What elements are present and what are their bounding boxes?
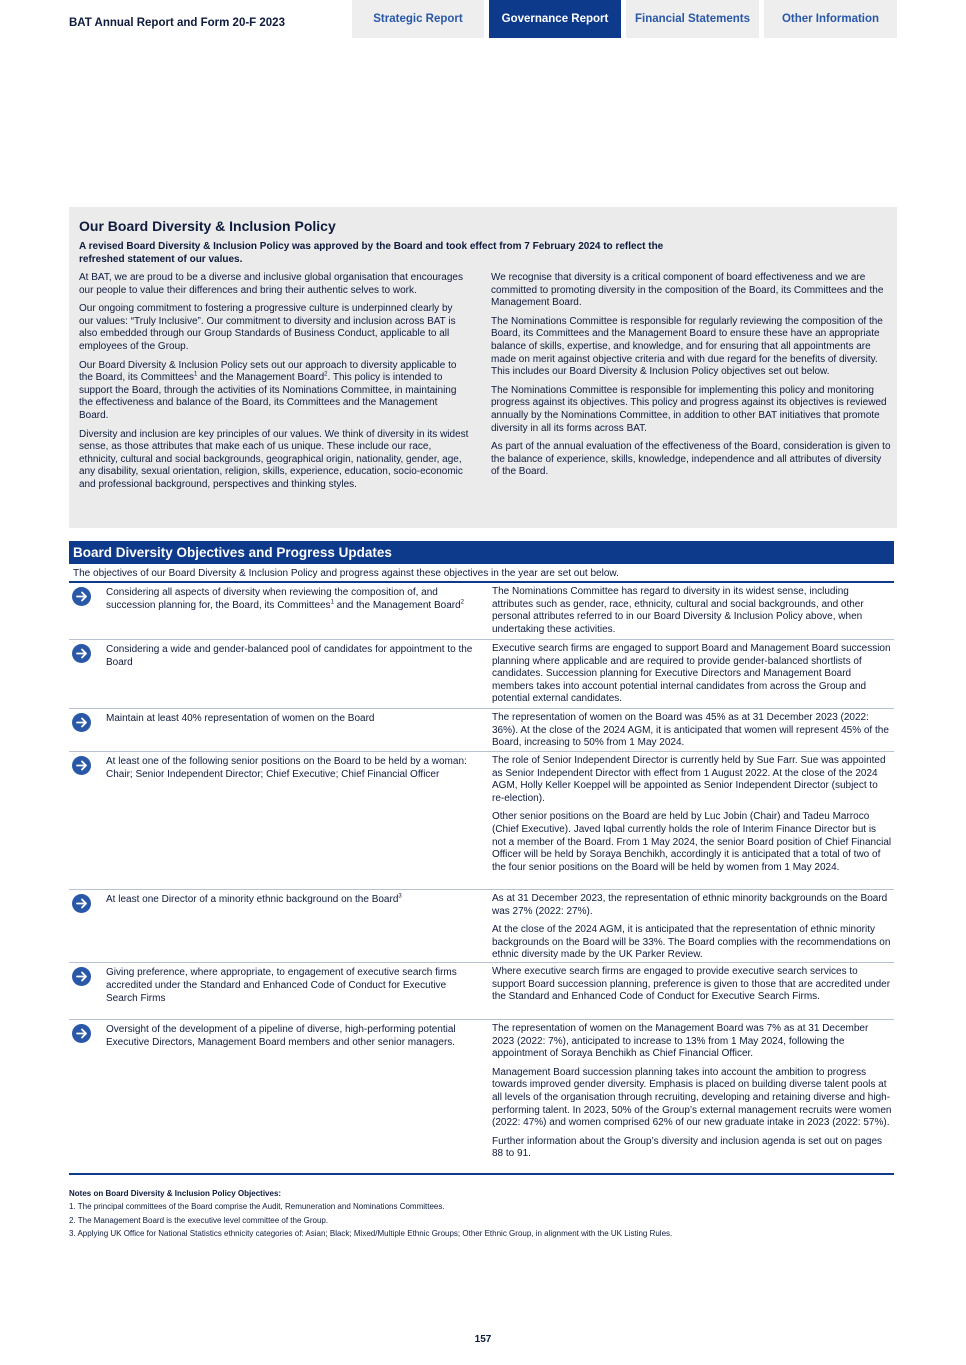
policy-paragraph: As part of the annual evaluation of the effectiveness of the Board, consideration is given to the balance of experience, skills, knowledge, independence and all attributes of diversity of the Board.: [491, 441, 891, 478]
policy-paragraph: Diversity and inclusion are key principles of our values. We think of diversity in its widest sense, as those attributes that make each of us unique. These include our race, ethnicity, cultural and social backgrounds, geographical origin, nationality, gender, age, any disability, sexual orientation, religion, skills, experience, education, socio-economic and professional background, perspectives and thinking styles.: [79, 428, 469, 490]
arrow-right-icon: [72, 756, 91, 775]
divider: [69, 889, 894, 890]
objective-text: Considering all aspects of diversity when reviewing the composition of, and succession planning for, the Board, its Committees$^1$ and the Management Board$^2$: [106, 587, 465, 611]
diversity-policy-panel: [69, 207, 897, 528]
page-number: 157: [474, 1334, 492, 1345]
tab-financial-statements[interactable]: Financial Statements: [626, 0, 759, 38]
arrow-right-icon: [72, 894, 91, 913]
objective-text: Considering a wide and gender-balanced pool of candidates for appointment to the Board: [106, 644, 473, 668]
report-title: BAT Annual Report and Form 20-F 2023: [69, 17, 285, 29]
objective-text: Oversight of the development of a pipeline of diverse, high-performing potential Executive Directors, Management Board members and other senior managers.: [106, 1024, 456, 1048]
policy-paragraph: Our ongoing commitment to fostering a progressive culture is underpinned clearly by our values: “Truly Inclusive”. Our commitment to diversity and inclusion across BAT is also embedded through our Group Standards of Business Conduct, applicable to all employees of the Group.: [79, 303, 456, 352]
footnote: 1. The principal committees of the Board comprise the Audit, Remuneration and Nominations Committees.: [69, 1202, 445, 1212]
policy-subtitle: A revised Board Diversity & Inclusion Policy was approved by the Board and took effect from 7 February 2024 to reflect the refreshed statement of our values.: [79, 241, 664, 265]
objective-text: Maintain at least 40% representation of women on the Board: [106, 713, 375, 724]
progress-update: [492, 586, 892, 642]
progress-update: [492, 966, 892, 1010]
footnote-ref: 2: [324, 371, 328, 378]
progress-paragraph: As at 31 December 2023, the representation of ethnic minority backgrounds on the Board was 27% (2022: 27%).: [492, 893, 888, 917]
objectives-title: Board Diversity Objectives and Progress Updates: [69, 541, 894, 564]
arrow-right-icon: [72, 967, 91, 986]
progress-paragraph: The role of Senior Independent Director is currently held by Sue Farr. Sue was appointed as Senior Independent Director with effect from 1 August 2022. At the close of the 2024 AGM, Holly Keller Koeppel will be appointed as Senior Independent Director (subject to re-election).: [492, 755, 886, 804]
footnote: 3. Applying UK Office for National Statistics ethnicity categories of: Asian; Black; Mixed/Multiple Ethnic Groups; Other Ethnic Group, in alignment with the UK Listing Rules.: [69, 1229, 673, 1239]
progress-update: [492, 643, 892, 712]
progress-update: [492, 1023, 892, 1167]
progress-update: [492, 755, 892, 880]
notes-title: Notes on Board Diversity & Inclusion Policy Objectives:: [69, 1189, 282, 1198]
progress-paragraph: Executive search firms are engaged to support Board and Management Board succession planning where applicable and are required to provide gender-balanced shortlists of candidates. Succession planning for Executive Directors and Management Board members takes into account potential internal candidates from across the Group and potential external candidates.: [492, 643, 891, 705]
divider: [69, 751, 894, 752]
divider: [69, 639, 894, 640]
divider: [69, 581, 894, 583]
progress-paragraph: The Nominations Committee has regard to diversity in its widest sense, including attributes such as gender, race, ethnicity, cultural and social backgrounds, and other personal attributes referred to in our Board Diversity & Inclusion Policy above, when undertaking these activities.: [492, 586, 864, 635]
objective-text: Giving preference, where appropriate, to engagement of executive search firms accredited under the Standard and Enhanced Code of Conduct for Executive Search Firms: [106, 967, 457, 1004]
progress-paragraph: At the close of the 2024 AGM, it is anticipated that the representation of ethnic minority backgrounds on the Board will be 33%. The Board complies with the recommendations on ethnic diversity made by the UK Parker Review.: [492, 924, 891, 961]
progress-paragraph: The representation of women on the Management Board was 7% as at 31 December 2023 (2022: 7%), anticipated to increase to 13% from 1 May 2024, following the appointment of Soraya Benchikh as Chief Financial Officer.: [492, 1023, 869, 1060]
progress-paragraph: Other senior positions on the Board are held by Luc Jobin (Chair) and Tadeu Marroco (Chief Executive). Javed Iqbal currently holds the role of Interim Finance Director but is not a member of the Board. From 1 May 2024, the senior Board position of Chief Financial Officer will be held by Soraya Benchikh, accordingly it is anticipated that a total of two of the four senior positions on the Board will be held by women from 1 May 2024.: [492, 811, 892, 873]
footnote-ref: 1: [330, 599, 334, 606]
footnote-ref: 1: [194, 371, 198, 378]
divider: [69, 1019, 894, 1020]
policy-paragraph: Our Board Diversity & Inclusion Policy sets out our approach to diversity applicable to the Board, its Committees$^1$ and the Management Board$^2$. This policy is intended to support the Board, through the activities of its Nominations Committee, in maintaining the effectiveness and balance of the Board, its Committees and the Management Board.: [79, 359, 457, 421]
progress-update: [492, 712, 892, 756]
policy-paragraph: We recognise that diversity is a critical component of board effectiveness and we are committed to promoting diversity in the composition of the Board, its Committees and the Management Board.: [491, 272, 884, 309]
objectives-intro: The objectives of our Board Diversity & Inclusion Policy and progress against these objectives in the year are set out below.: [73, 568, 619, 579]
arrow-right-icon: [72, 713, 91, 732]
objective-text: At least one Director of a minority ethnic background on the Board$^3$: [106, 893, 402, 905]
divider: [69, 1173, 894, 1175]
footnote: 2. The Management Board is the executive level committee of the Group.: [69, 1215, 329, 1225]
progress-paragraph: Where executive search firms are engaged to provide executive search services to support Board succession planning, preference is given to those that are accredited under the Standard and Enhanced Code of Conduct for Executive Search Firms.: [492, 966, 891, 1003]
policy-paragraph: The Nominations Committee is responsible for implementing this policy and monitoring progress against its objectives. This policy and progress against its objectives is reviewed annually by the Nominations Committee, in addition to other BAT initiatives that promote diversity in all its forms across BAT.: [491, 384, 887, 434]
arrow-right-icon: [72, 644, 91, 663]
progress-paragraph: Further information about the Group’s diversity and inclusion agenda is set out on pages 88 to 91.: [492, 1135, 883, 1160]
policy-right-column: [491, 272, 891, 485]
tab-strategic-report[interactable]: Strategic Report: [352, 0, 484, 38]
footnote-ref: 3: [398, 893, 402, 900]
objective-text: At least one of the following senior positions on the Board to be held by a woman: Chair; Senior Independent Director; Chief Executive; Chief Financial Officer: [106, 756, 467, 780]
page-header: [0, 0, 966, 40]
policy-paragraph: At BAT, we are proud to be a diverse and inclusive global organisation that encourages our people to value their differences and bring their authentic selves to work.: [79, 272, 463, 296]
policy-title: Our Board Diversity & Inclusion Policy: [79, 218, 336, 234]
arrow-right-icon: [72, 1024, 91, 1043]
progress-paragraph: Management Board succession planning takes into account the ambition to progress towards improved gender diversity. Emphasis is placed on building diverse talent pools at all levels of the organisation through recruiting, developing and retaining diverse and high-performing talent. In 2023, 50% of the Group’s external management recruits were women (2022: 47%) and women comprised 62% of our new graduate intake in 2023 (2022: 57%).: [492, 1066, 892, 1129]
policy-left-column: [79, 272, 469, 498]
footnotes: [69, 1187, 889, 1241]
tab-other-information[interactable]: Other Information: [764, 0, 897, 38]
divider: [69, 708, 894, 709]
progress-paragraph: The representation of women on the Board was 45% as at 31 December 2023 (2022: 36%). At the close of the 2024 AGM, it is anticipated that women will represent 45% of the Board, increasing to 50% from 1 May 2024.: [492, 712, 889, 749]
policy-paragraph: The Nominations Committee is responsible for regularly reviewing the composition of the Board, its Committees and the Management Board to ensure these have an appropriate balance of skills, expertise, and knowledge, and for ensuring that all appointments are made on merit against objective criteria and with due regard for the benefits of diversity. This includes our Board Diversity & Inclusion Policy objectives set out below.: [491, 315, 883, 378]
divider: [69, 962, 894, 963]
arrow-right-icon: [72, 587, 91, 606]
footnote-ref: 2: [460, 599, 465, 606]
tab-governance-report[interactable]: Governance Report: [489, 0, 621, 38]
progress-update: [492, 893, 892, 968]
